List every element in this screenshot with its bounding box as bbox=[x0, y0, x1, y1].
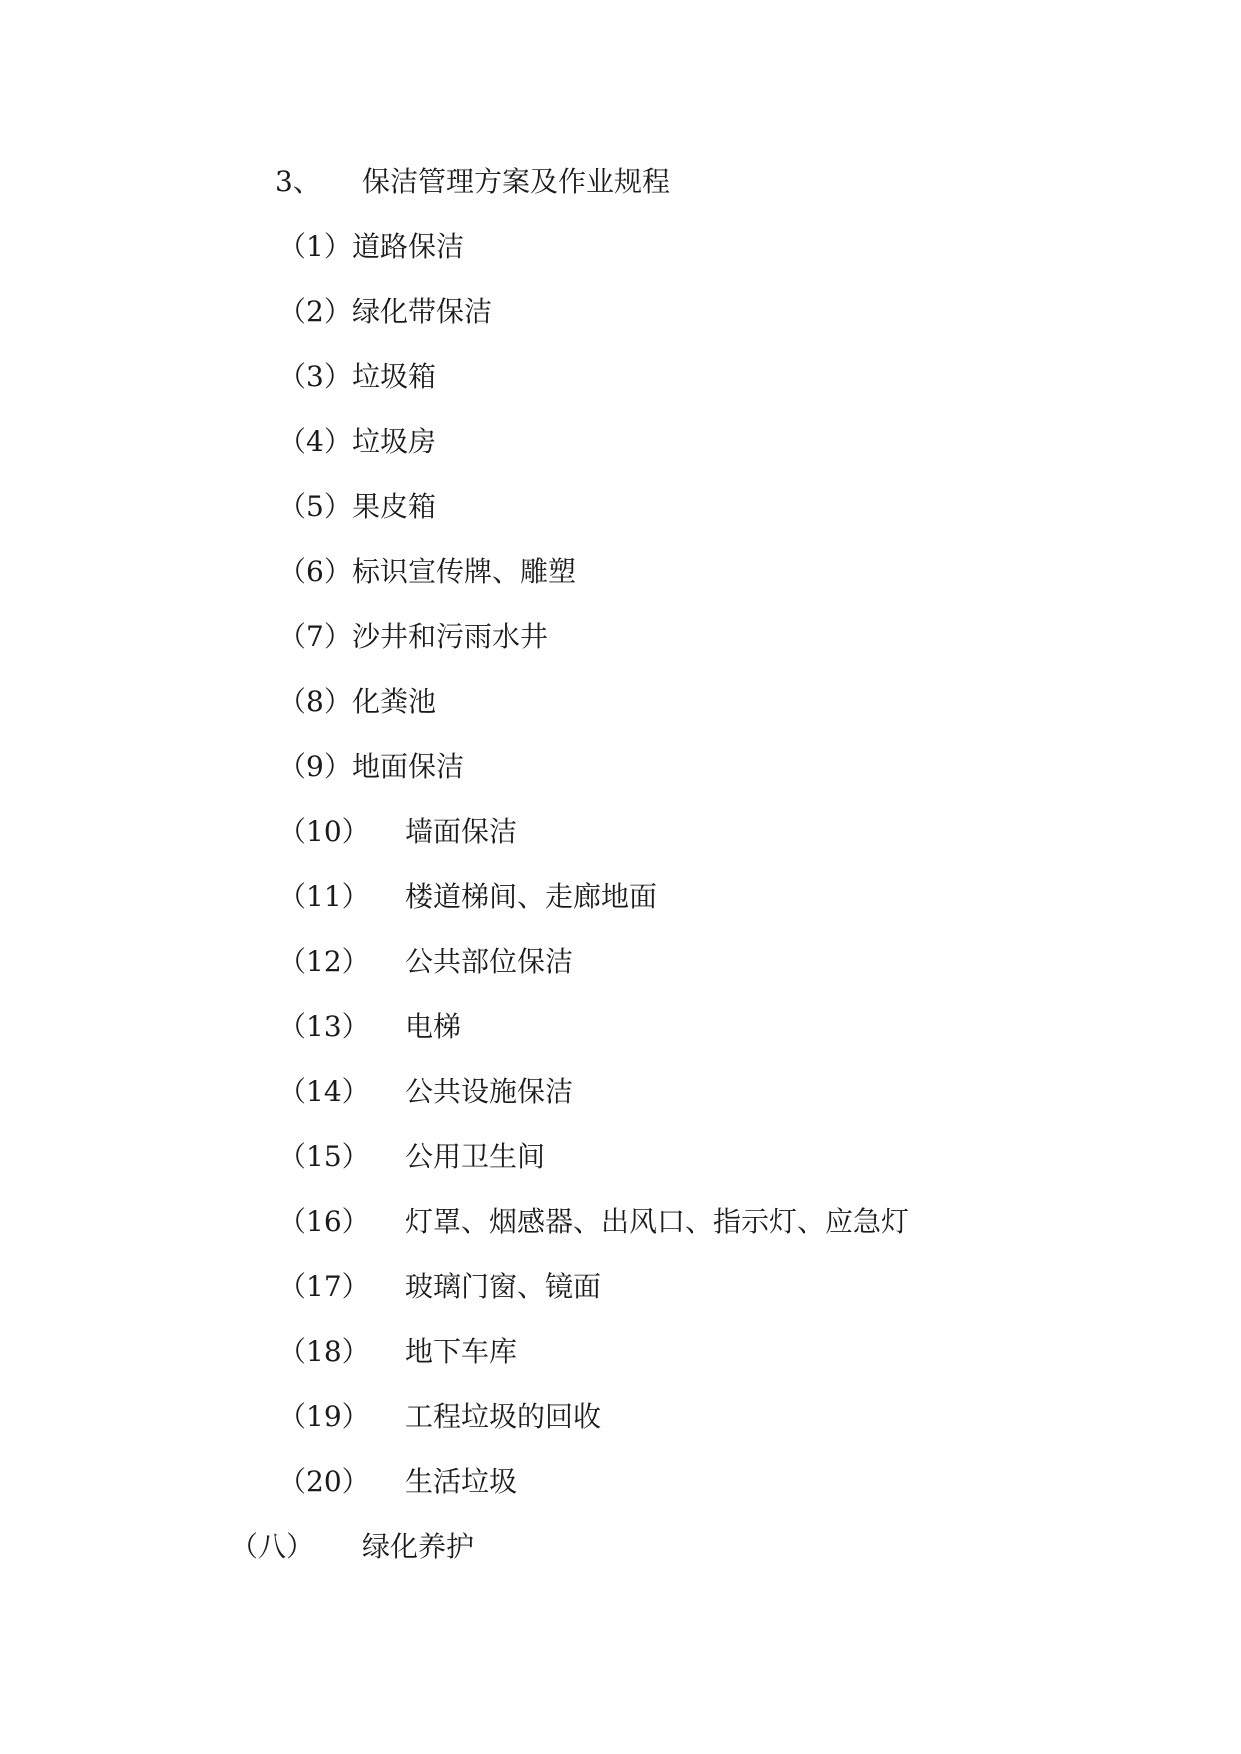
list-item bbox=[0, 487, 1241, 527]
list-item-text: 楼道梯间、走廊地面 bbox=[405, 880, 658, 913]
list-item-number: （1） bbox=[278, 230, 352, 263]
list-item-number: （5） bbox=[278, 490, 352, 523]
list-item bbox=[0, 747, 1241, 787]
list-item-number: （12） bbox=[278, 945, 370, 978]
list-item-text: 工程垃圾的回收 bbox=[405, 1400, 602, 1433]
list-item bbox=[0, 1267, 1241, 1307]
list-item-text: 灯罩、烟感器、出风口、指示灯、应急灯 bbox=[405, 1205, 910, 1238]
next-section-number: （八） bbox=[230, 1530, 315, 1563]
list-item bbox=[0, 292, 1241, 332]
section-heading-number: 3、 bbox=[275, 165, 321, 198]
list-item-text: 地下车库 bbox=[405, 1335, 518, 1368]
list-item bbox=[0, 227, 1241, 267]
next-section-heading bbox=[0, 1527, 1241, 1567]
list-item-number: （8） bbox=[278, 685, 352, 718]
list-item-number: （20） bbox=[278, 1465, 370, 1498]
list-item-number: （3） bbox=[278, 360, 352, 393]
list-item-number: （16） bbox=[278, 1205, 370, 1238]
list-item-text: 生活垃圾 bbox=[405, 1465, 518, 1498]
list-item-text: 公共部位保洁 bbox=[405, 945, 574, 978]
list-item-text: 标识宣传牌、雕塑 bbox=[352, 555, 577, 588]
list-item-number: （2） bbox=[278, 295, 352, 328]
list-item-text: 地面保洁 bbox=[352, 750, 465, 783]
list-item bbox=[0, 812, 1241, 852]
list-item-number: （14） bbox=[278, 1075, 370, 1108]
list-item-text: 垃圾箱 bbox=[352, 360, 437, 393]
list-item bbox=[0, 617, 1241, 657]
section-heading bbox=[0, 162, 1241, 202]
list-item-text: 墙面保洁 bbox=[405, 815, 518, 848]
list-item bbox=[0, 942, 1241, 982]
list-item bbox=[0, 357, 1241, 397]
list-item-number: （6） bbox=[278, 555, 352, 588]
list-item-text: 果皮箱 bbox=[352, 490, 437, 523]
list-item bbox=[0, 682, 1241, 722]
list-item bbox=[0, 877, 1241, 917]
list-item bbox=[0, 1332, 1241, 1372]
list-item-number: （4） bbox=[278, 425, 352, 458]
list-item-text: 公用卫生间 bbox=[405, 1140, 546, 1173]
list-item-number: （18） bbox=[278, 1335, 370, 1368]
list-item-number: （10） bbox=[278, 815, 370, 848]
list-item bbox=[0, 1072, 1241, 1112]
list-item-number: （11） bbox=[278, 880, 370, 913]
list-item-number: （15） bbox=[278, 1140, 370, 1173]
list-item-text: 绿化带保洁 bbox=[352, 295, 493, 328]
list-item-number: （17） bbox=[278, 1270, 370, 1303]
list-item-number: （13） bbox=[278, 1010, 370, 1043]
next-section-title: 绿化养护 bbox=[362, 1530, 475, 1563]
list-item-number: （7） bbox=[278, 620, 352, 653]
list-item bbox=[0, 1202, 1241, 1242]
list-item-text: 沙井和污雨水井 bbox=[352, 620, 549, 653]
list-item bbox=[0, 1007, 1241, 1047]
list-item-text: 化粪池 bbox=[352, 685, 437, 718]
list-item bbox=[0, 1137, 1241, 1177]
list-item-text: 公共设施保洁 bbox=[405, 1075, 574, 1108]
list-item-number: （19） bbox=[278, 1400, 370, 1433]
list-item-text: 垃圾房 bbox=[352, 425, 437, 458]
list-item bbox=[0, 1462, 1241, 1502]
list-item bbox=[0, 1397, 1241, 1437]
list-item bbox=[0, 552, 1241, 592]
list-item-text: 玻璃门窗、镜面 bbox=[405, 1270, 602, 1303]
list-item-number: （9） bbox=[278, 750, 352, 783]
list-item-text: 道路保洁 bbox=[352, 230, 465, 263]
list-item-text: 电梯 bbox=[405, 1010, 462, 1043]
section-heading-title: 保洁管理方案及作业规程 bbox=[362, 165, 671, 198]
list-item bbox=[0, 422, 1241, 462]
